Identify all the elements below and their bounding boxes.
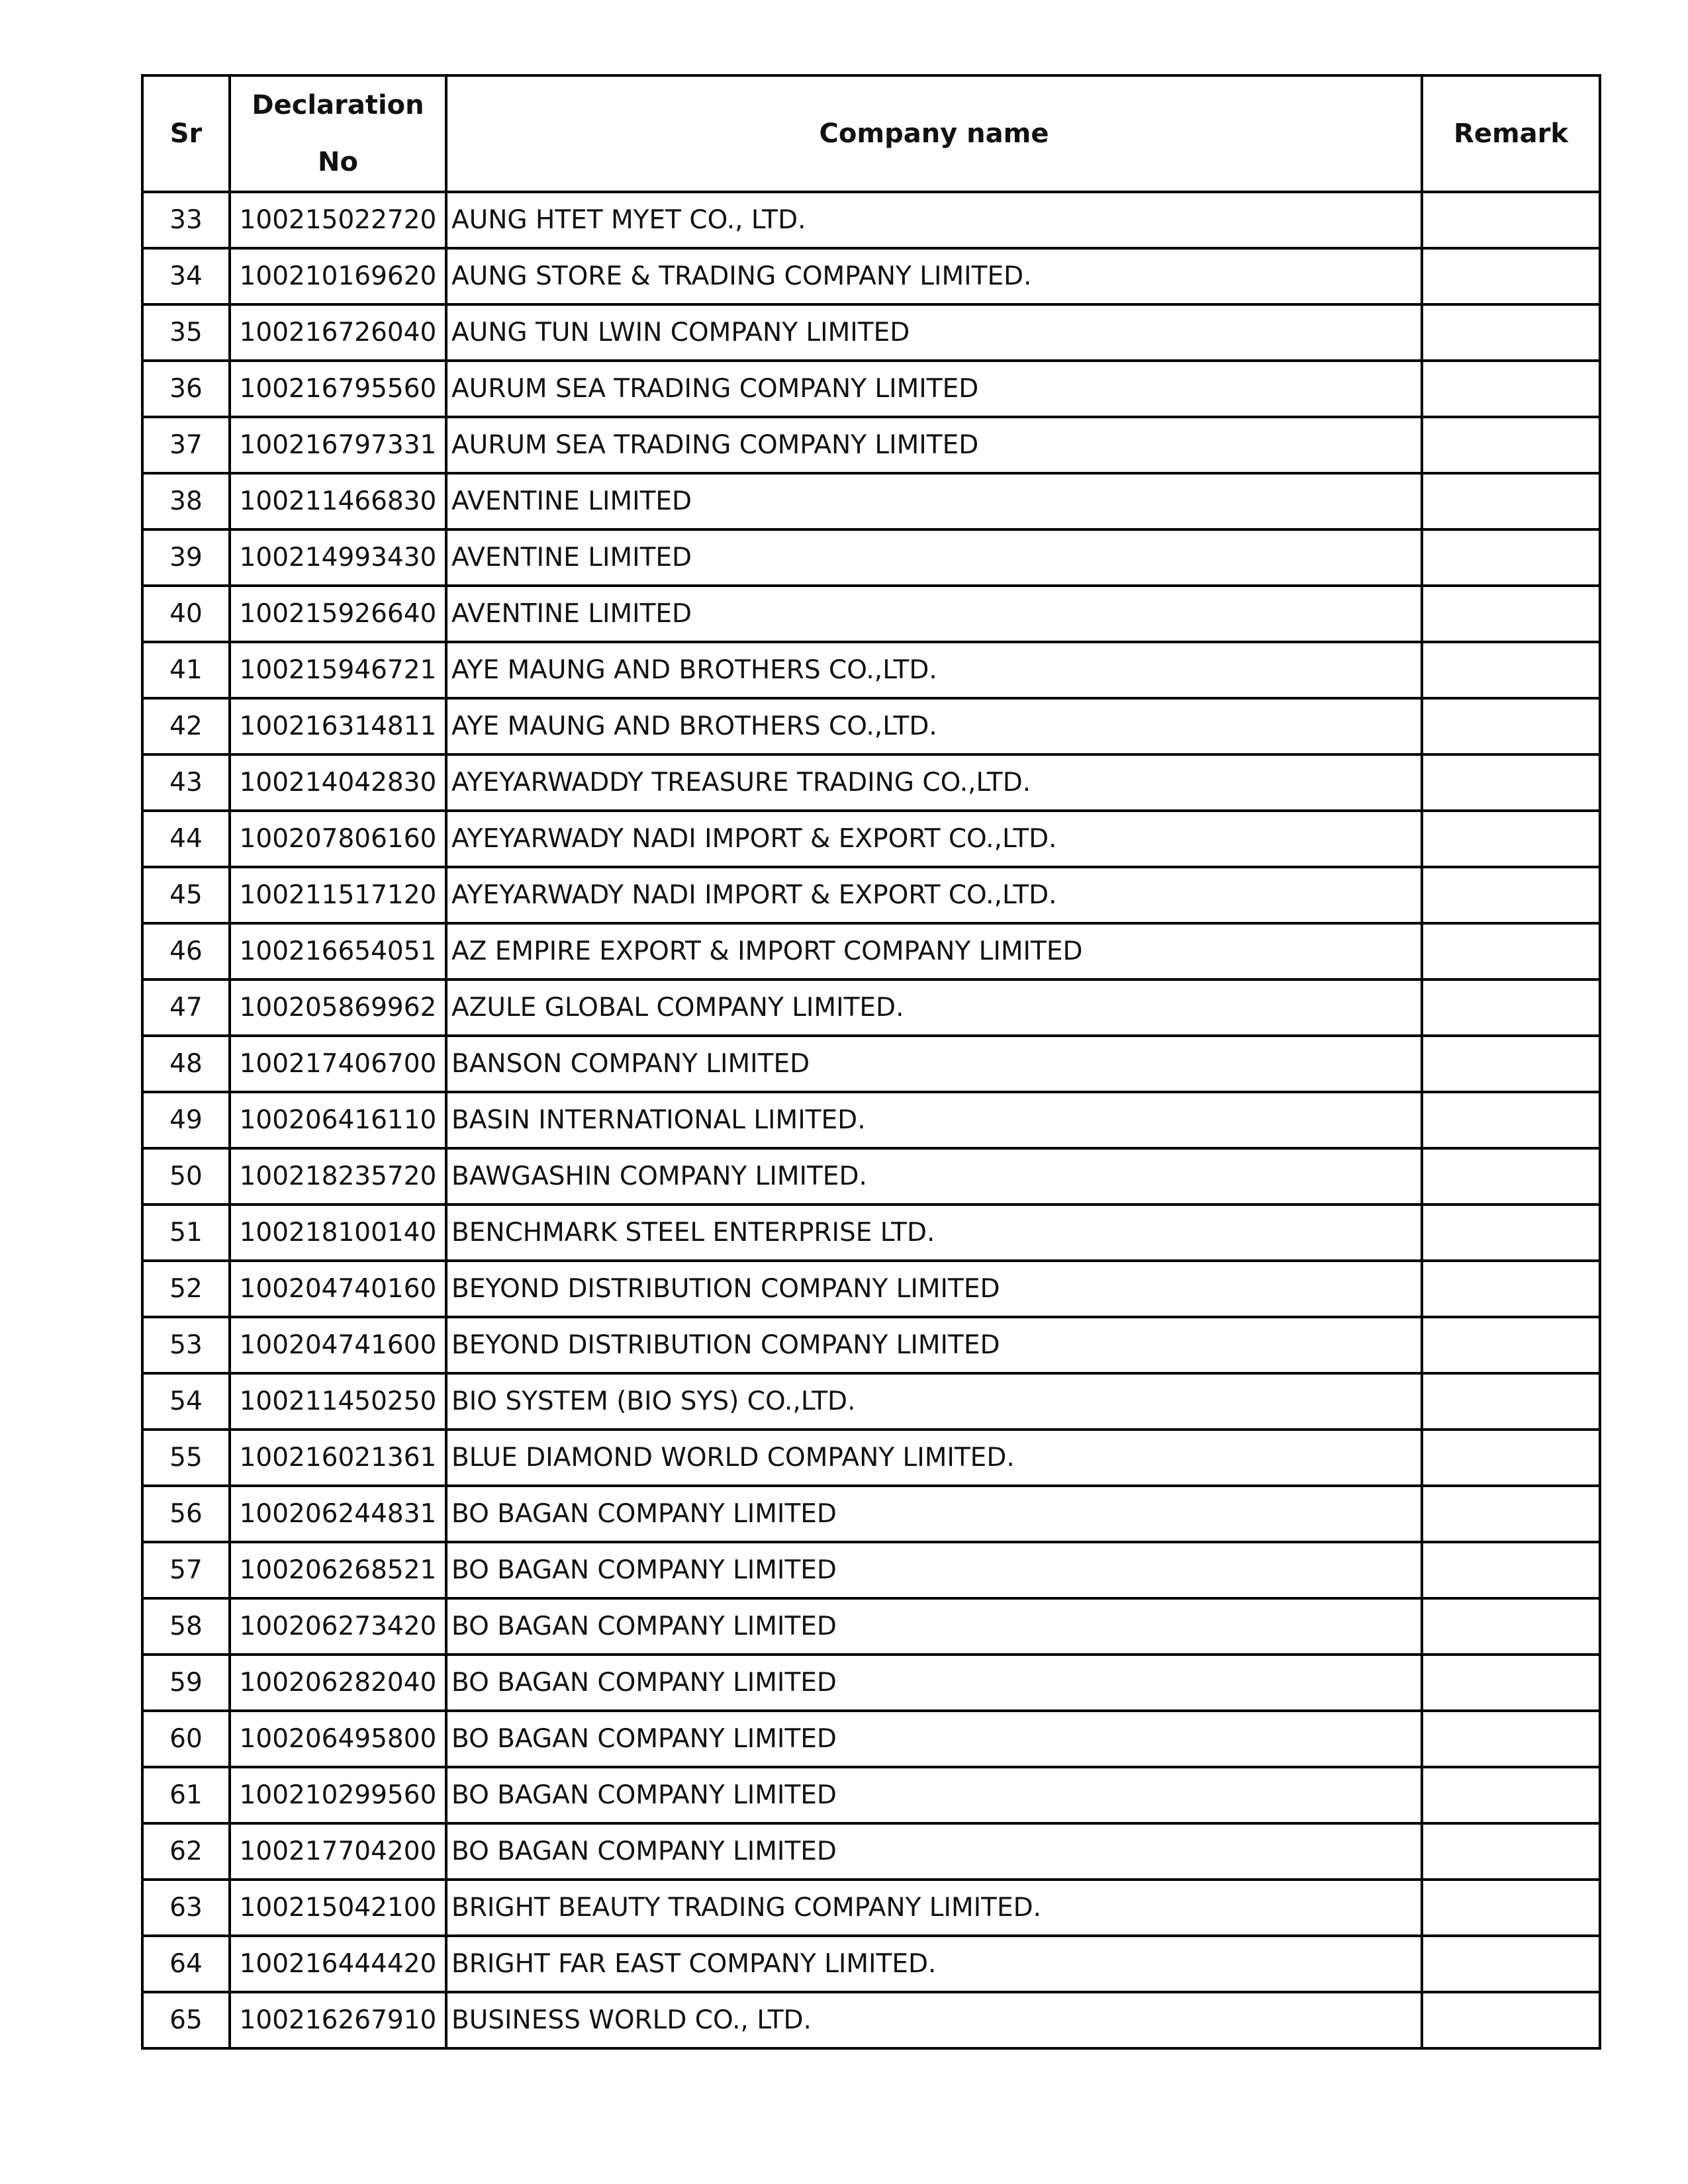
row-sr-cell: 46: [142, 923, 230, 979]
row-declaration-no-cell: 100206244831: [230, 1486, 446, 1542]
row-remark-cell: [1422, 642, 1600, 698]
row-remark-cell: [1422, 473, 1600, 529]
row-declaration-no-cell: 100216314811: [230, 698, 446, 754]
row-remark-cell: [1422, 1092, 1600, 1148]
row-sr-cell: 43: [142, 754, 230, 811]
row-declaration-no-cell: 100205869962: [230, 979, 446, 1036]
table-row: [142, 1373, 1600, 1430]
row-company-name-cell: BIO SYSTEM (BIO SYS) CO.,LTD.: [446, 1373, 1422, 1430]
table-row: [142, 1542, 1600, 1598]
table-row: [142, 586, 1600, 642]
table-row: [142, 1880, 1600, 1936]
row-company-name-cell: BAWGASHIN COMPANY LIMITED.: [446, 1148, 1422, 1205]
row-declaration-no-cell: 100204740160: [230, 1261, 446, 1317]
table-row: [142, 1936, 1600, 1992]
row-declaration-no-cell: 100217406700: [230, 1036, 446, 1092]
row-remark-cell: [1422, 1823, 1600, 1880]
row-remark-cell: [1422, 1430, 1600, 1486]
row-remark-cell: [1422, 192, 1600, 248]
row-company-name-cell: BASIN INTERNATIONAL LIMITED.: [446, 1092, 1422, 1148]
row-sr-cell: 54: [142, 1373, 230, 1430]
row-sr-cell: 63: [142, 1880, 230, 1936]
row-declaration-no-cell: 100218235720: [230, 1148, 446, 1205]
table-row: [142, 1992, 1600, 2048]
row-remark-cell: [1422, 304, 1600, 361]
row-company-name-cell: BRIGHT FAR EAST COMPANY LIMITED.: [446, 1936, 1422, 1992]
row-sr-cell: 52: [142, 1261, 230, 1317]
row-sr-cell: 57: [142, 1542, 230, 1598]
table-row: [142, 811, 1600, 867]
row-sr-cell: 35: [142, 304, 230, 361]
table-row: [142, 361, 1600, 417]
row-remark-cell: [1422, 1542, 1600, 1598]
row-remark-cell: [1422, 811, 1600, 867]
row-remark-cell: [1422, 1880, 1600, 1936]
row-declaration-no-cell: 100215926640: [230, 586, 446, 642]
row-company-name-cell: AYEYARWADY NADI IMPORT & EXPORT CO.,LTD.: [446, 811, 1422, 867]
row-declaration-no-cell: 100206416110: [230, 1092, 446, 1148]
row-remark-cell: [1422, 698, 1600, 754]
row-declaration-no-cell: 100211517120: [230, 867, 446, 923]
table-row: [142, 867, 1600, 923]
row-declaration-no-cell: 100206273420: [230, 1598, 446, 1655]
row-remark-cell: [1422, 1598, 1600, 1655]
table-row: [142, 1092, 1600, 1148]
table-body: [142, 192, 1600, 2048]
row-sr-cell: 40: [142, 586, 230, 642]
row-remark-cell: [1422, 1317, 1600, 1373]
row-declaration-no-cell: 100215022720: [230, 192, 446, 248]
row-company-name-cell: BO BAGAN COMPANY LIMITED: [446, 1711, 1422, 1767]
header-declaration-no: [230, 75, 446, 192]
row-declaration-no-cell: 100210299560: [230, 1767, 446, 1823]
row-company-name-cell: AYEYARWADDY TREASURE TRADING CO.,LTD.: [446, 754, 1422, 811]
row-company-name-cell: BO BAGAN COMPANY LIMITED: [446, 1542, 1422, 1598]
row-declaration-no-cell: 100216795560: [230, 361, 446, 417]
row-sr-cell: 38: [142, 473, 230, 529]
row-remark-cell: [1422, 1148, 1600, 1205]
row-declaration-no-cell: 100204741600: [230, 1317, 446, 1373]
table-row: [142, 754, 1600, 811]
row-remark-cell: [1422, 1036, 1600, 1092]
row-sr-cell: 48: [142, 1036, 230, 1092]
row-sr-cell: 50: [142, 1148, 230, 1205]
row-declaration-no-cell: 100206495800: [230, 1711, 446, 1767]
table-row: [142, 192, 1600, 248]
table-row: [142, 1598, 1600, 1655]
row-company-name-cell: AVENTINE LIMITED: [446, 586, 1422, 642]
table-row: [142, 1767, 1600, 1823]
row-declaration-no-cell: 100216444420: [230, 1936, 446, 1992]
row-company-name-cell: BENCHMARK STEEL ENTERPRISE LTD.: [446, 1205, 1422, 1261]
row-company-name-cell: BO BAGAN COMPANY LIMITED: [446, 1767, 1422, 1823]
row-remark-cell: [1422, 1767, 1600, 1823]
row-company-name-cell: BO BAGAN COMPANY LIMITED: [446, 1655, 1422, 1711]
row-declaration-no-cell: 100217704200: [230, 1823, 446, 1880]
row-sr-cell: 39: [142, 529, 230, 586]
row-declaration-no-cell: 100216021361: [230, 1430, 446, 1486]
row-sr-cell: 34: [142, 248, 230, 304]
row-sr-cell: 60: [142, 1711, 230, 1767]
row-remark-cell: [1422, 1655, 1600, 1711]
row-company-name-cell: AZ EMPIRE EXPORT & IMPORT COMPANY LIMITED: [446, 923, 1422, 979]
table-row: [142, 1430, 1600, 1486]
row-remark-cell: [1422, 867, 1600, 923]
row-declaration-no-cell: 100216726040: [230, 304, 446, 361]
row-sr-cell: 56: [142, 1486, 230, 1542]
table-row: [142, 1711, 1600, 1767]
row-company-name-cell: BEYOND DISTRIBUTION COMPANY LIMITED: [446, 1317, 1422, 1373]
row-remark-cell: [1422, 1936, 1600, 1992]
row-declaration-no-cell: 100206268521: [230, 1542, 446, 1598]
row-company-name-cell: AUNG STORE & TRADING COMPANY LIMITED.: [446, 248, 1422, 304]
row-remark-cell: [1422, 361, 1600, 417]
row-remark-cell: [1422, 923, 1600, 979]
row-declaration-no-cell: 100216654051: [230, 923, 446, 979]
row-company-name-cell: BO BAGAN COMPANY LIMITED: [446, 1486, 1422, 1542]
row-company-name-cell: AUNG TUN LWIN COMPANY LIMITED: [446, 304, 1422, 361]
table-row: [142, 642, 1600, 698]
row-sr-cell: 36: [142, 361, 230, 417]
row-remark-cell: [1422, 529, 1600, 586]
row-company-name-cell: AZULE GLOBAL COMPANY LIMITED.: [446, 979, 1422, 1036]
row-company-name-cell: AYE MAUNG AND BROTHERS CO.,LTD.: [446, 698, 1422, 754]
row-sr-cell: 62: [142, 1823, 230, 1880]
table-row: [142, 417, 1600, 473]
table-row: [142, 923, 1600, 979]
table-row: [142, 529, 1600, 586]
row-company-name-cell: AUNG HTET MYET CO., LTD.: [446, 192, 1422, 248]
row-sr-cell: 33: [142, 192, 230, 248]
header-sr: Sr: [142, 75, 230, 192]
row-remark-cell: [1422, 1373, 1600, 1430]
row-declaration-no-cell: 100214993430: [230, 529, 446, 586]
table-row: [142, 1823, 1600, 1880]
header-declaration-line1: Declaration: [252, 90, 424, 120]
header-declaration-line2: No: [318, 147, 358, 177]
row-sr-cell: 41: [142, 642, 230, 698]
header-remark: Remark: [1422, 75, 1600, 192]
row-declaration-no-cell: 100216267910: [230, 1992, 446, 2048]
table-row: [142, 698, 1600, 754]
row-remark-cell: [1422, 248, 1600, 304]
row-company-name-cell: BO BAGAN COMPANY LIMITED: [446, 1598, 1422, 1655]
row-sr-cell: 55: [142, 1430, 230, 1486]
declaration-table: [141, 74, 1601, 2050]
row-remark-cell: [1422, 1261, 1600, 1317]
row-declaration-no-cell: 100215946721: [230, 642, 446, 698]
table-row: [142, 248, 1600, 304]
row-remark-cell: [1422, 1992, 1600, 2048]
header-company-name: Company name: [446, 75, 1422, 192]
row-sr-cell: 64: [142, 1936, 230, 1992]
row-sr-cell: 58: [142, 1598, 230, 1655]
row-sr-cell: 53: [142, 1317, 230, 1373]
row-sr-cell: 49: [142, 1092, 230, 1148]
table-row: [142, 1486, 1600, 1542]
header-row: [142, 75, 1600, 192]
row-declaration-no-cell: 100218100140: [230, 1205, 446, 1261]
row-company-name-cell: BRIGHT BEAUTY TRADING COMPANY LIMITED.: [446, 1880, 1422, 1936]
row-declaration-no-cell: 100211466830: [230, 473, 446, 529]
row-remark-cell: [1422, 586, 1600, 642]
table-row: [142, 1317, 1600, 1373]
row-remark-cell: [1422, 1486, 1600, 1542]
table-row: [142, 1261, 1600, 1317]
row-remark-cell: [1422, 1711, 1600, 1767]
row-company-name-cell: AURUM SEA TRADING COMPANY LIMITED: [446, 417, 1422, 473]
table-row: [142, 1148, 1600, 1205]
row-remark-cell: [1422, 979, 1600, 1036]
row-company-name-cell: BEYOND DISTRIBUTION COMPANY LIMITED: [446, 1261, 1422, 1317]
row-company-name-cell: AURUM SEA TRADING COMPANY LIMITED: [446, 361, 1422, 417]
table-row: [142, 304, 1600, 361]
row-company-name-cell: AYE MAUNG AND BROTHERS CO.,LTD.: [446, 642, 1422, 698]
row-remark-cell: [1422, 754, 1600, 811]
row-remark-cell: [1422, 1205, 1600, 1261]
row-sr-cell: 61: [142, 1767, 230, 1823]
table-row: [142, 473, 1600, 529]
row-company-name-cell: BANSON COMPANY LIMITED: [446, 1036, 1422, 1092]
row-remark-cell: [1422, 417, 1600, 473]
row-declaration-no-cell: 100215042100: [230, 1880, 446, 1936]
row-sr-cell: 47: [142, 979, 230, 1036]
table-row: [142, 1655, 1600, 1711]
row-sr-cell: 65: [142, 1992, 230, 2048]
row-declaration-no-cell: 100206282040: [230, 1655, 446, 1711]
row-sr-cell: 42: [142, 698, 230, 754]
row-declaration-no-cell: 100214042830: [230, 754, 446, 811]
row-declaration-no-cell: 100207806160: [230, 811, 446, 867]
table-row: [142, 1205, 1600, 1261]
row-sr-cell: 44: [142, 811, 230, 867]
row-sr-cell: 51: [142, 1205, 230, 1261]
table-row: [142, 979, 1600, 1036]
row-company-name-cell: AVENTINE LIMITED: [446, 473, 1422, 529]
row-company-name-cell: AVENTINE LIMITED: [446, 529, 1422, 586]
table-row: [142, 1036, 1600, 1092]
row-company-name-cell: AYEYARWADY NADI IMPORT & EXPORT CO.,LTD.: [446, 867, 1422, 923]
row-company-name-cell: BLUE DIAMOND WORLD COMPANY LIMITED.: [446, 1430, 1422, 1486]
row-company-name-cell: BUSINESS WORLD CO., LTD.: [446, 1992, 1422, 2048]
row-sr-cell: 37: [142, 417, 230, 473]
row-sr-cell: 59: [142, 1655, 230, 1711]
row-company-name-cell: BO BAGAN COMPANY LIMITED: [446, 1823, 1422, 1880]
row-declaration-no-cell: 100211450250: [230, 1373, 446, 1430]
row-declaration-no-cell: 100210169620: [230, 248, 446, 304]
row-sr-cell: 45: [142, 867, 230, 923]
row-declaration-no-cell: 100216797331: [230, 417, 446, 473]
